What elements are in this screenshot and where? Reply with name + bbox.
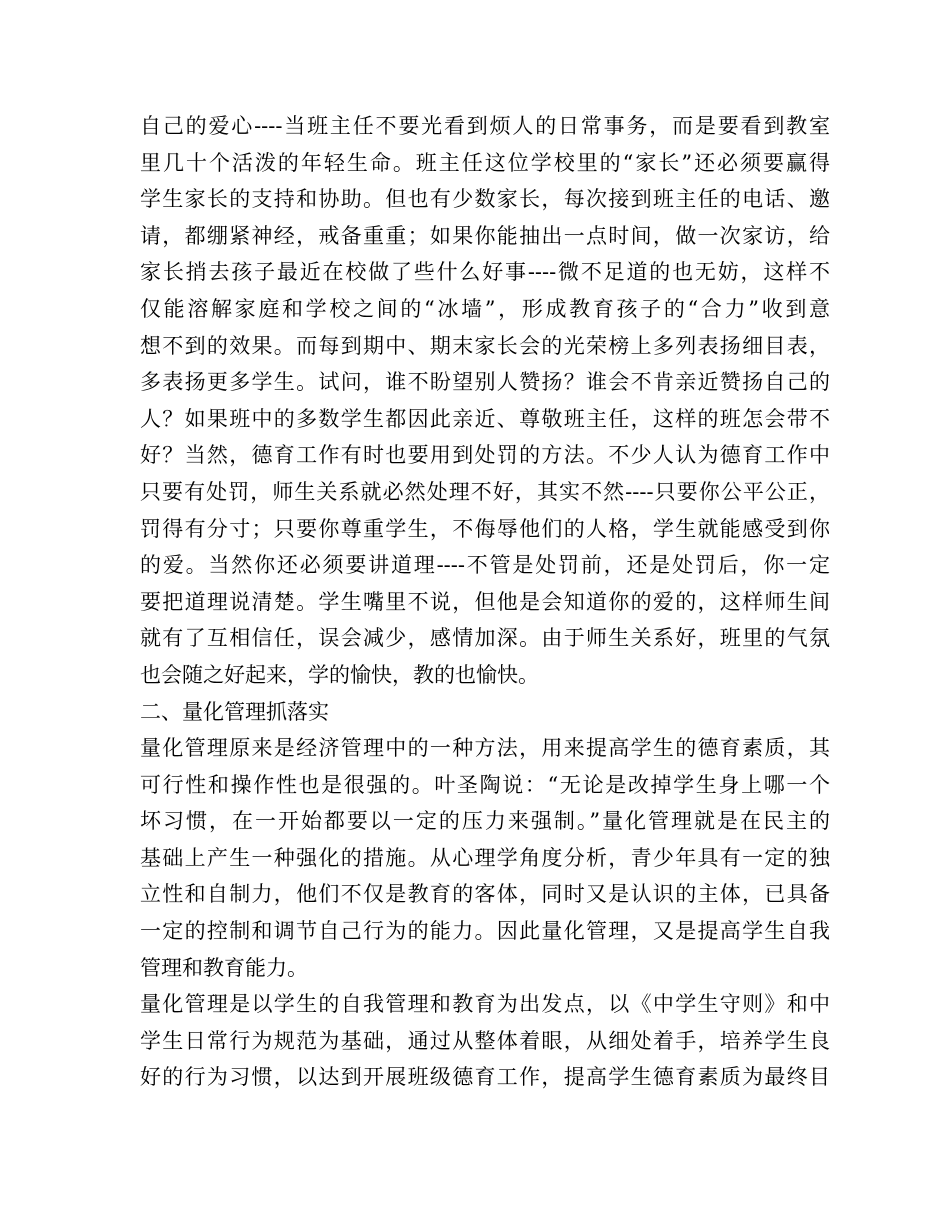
text-line: 罚得有分寸；只要你尊重学生，不侮辱他们的人格，学生就能感受到你 (140, 516, 830, 541)
text-line: 一定的控制和调节自己行为的能力。因此量化管理，又是提高学生自我 (140, 919, 830, 944)
text-line: 自己的爱心----当班主任不要光看到烦人的日常事务，而是要看到教室 (140, 114, 830, 138)
text-line: 就有了互相信任，误会减少，感情加深。由于师生关系好，班里的气氛 (140, 626, 830, 651)
text-line: 学生家长的支持和协助。但也有少数家长，每次接到班主任的电话、邀 (140, 187, 830, 212)
text-line: 立性和自制力，他们不仅是教育的客体，同时又是认识的主体，已具备 (140, 882, 830, 907)
text-line: 里几十个活泼的年轻生命。班主任这位学校里的“家长”还必须要赢得 (140, 150, 830, 175)
text-line: 量化管理原来是经济管理中的一种方法，用来提高学生的德育素质，其 (140, 736, 830, 761)
text-line: 学生日常行为规范为基础，通过从整体着眼，从细处着手，培养学生良 (140, 1028, 830, 1053)
text-line: 人？如果班中的多数学生都因此亲近、尊敬班主任，这样的班怎会带不 (140, 406, 830, 431)
text-line: 仅能溶解家庭和学校之间的“冰墙”，形成教育孩子的“合力”收到意 (140, 296, 830, 321)
text-line: 管理和教育能力。 (140, 955, 308, 980)
text-line: 多表扬更多学生。试问，谁不盼望别人赞扬？谁会不肯亲近赞扬自己的 (140, 370, 830, 395)
section-heading: 二、量化管理抓落实 (140, 699, 329, 724)
text-line: 坏习惯，在一开始都要以一定的压力来强制。”量化管理就是在民主的 (140, 809, 830, 834)
text-line: 只要有处罚，师生关系就必然处理不好，其实不然----只要你公平公正， (140, 479, 830, 504)
text-line: 家长捎去孩子最近在校做了些什么好事----微不足道的也无妨，这样不 (140, 260, 830, 285)
body-text (140, 108, 830, 1096)
text-line: 也会随之好起来，学的愉快，教的也愉快。 (140, 662, 539, 687)
text-line: 量化管理是以学生的自我管理和教育为出发点，以《中学生守则》和中 (140, 992, 830, 1017)
text-line: 要把道理说清楚。学生嘴里不说，但他是会知道你的爱的，这样师生间 (140, 589, 830, 614)
text-line: 可行性和操作性也是很强的。叶圣陶说：“无论是改掉学生身上哪一个 (140, 772, 830, 797)
text-line: 好的行为习惯，以达到开展班级德育工作，提高学生德育素质为最终目 (140, 1065, 830, 1090)
text-line: 好？当然，德育工作有时也要用到处罚的方法。不少人认为德育工作中 (140, 443, 830, 468)
text-line: 想不到的效果。而每到期中、期末家长会的光荣榜上多列表扬细目表， (140, 333, 830, 358)
text-line: 基础上产生一种强化的措施。从心理学角度分析，青少年具有一定的独 (140, 845, 830, 870)
text-line: 的爱。当然你还必须要讲道理----不管是处罚前，还是处罚后，你一定 (140, 553, 830, 578)
text-line: 请，都绷紧神经，戒备重重；如果你能抽出一点时间，做一次家访，给 (140, 223, 830, 248)
